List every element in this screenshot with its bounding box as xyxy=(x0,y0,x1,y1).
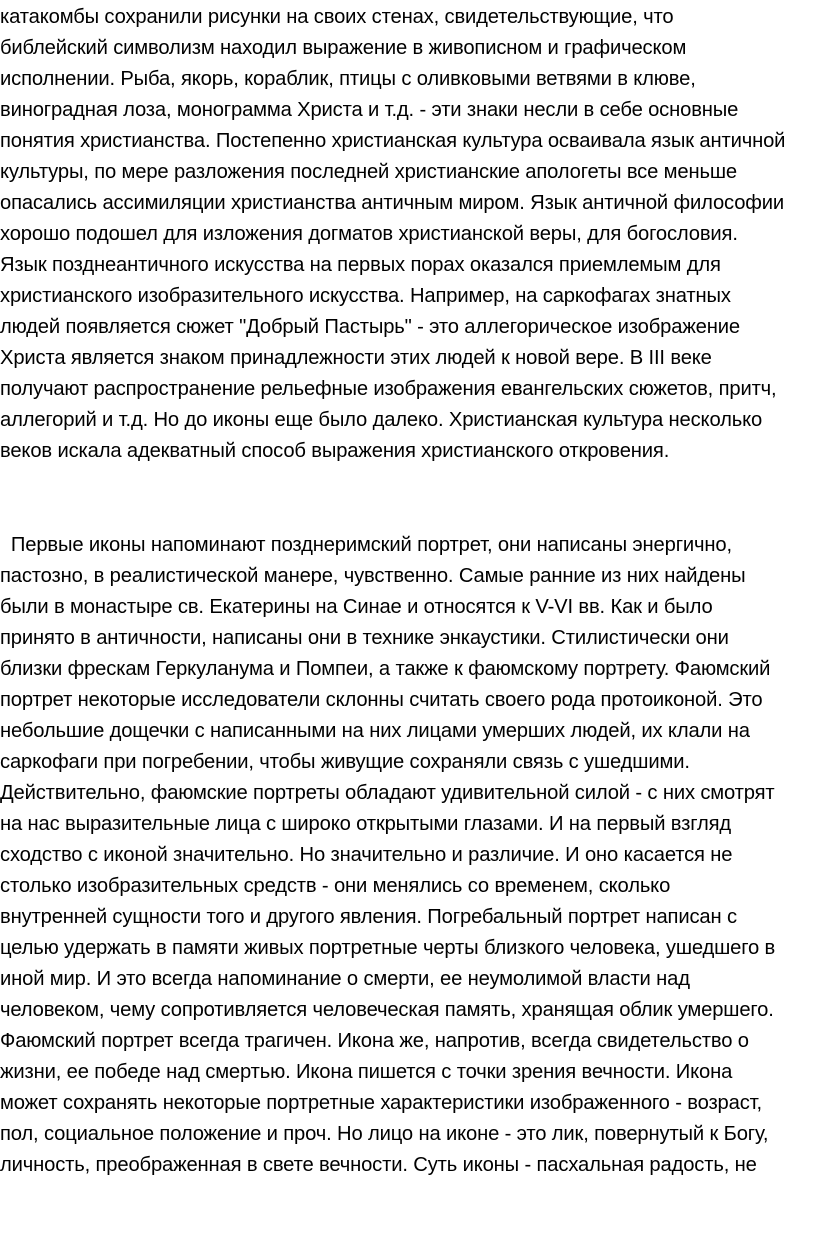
text-line: виноградная лоза, монограмма Христа и т.д. - эти знаки несли в себе основные xyxy=(0,99,739,121)
text-line: портрет некоторые исследователи склонны считать своего рода протоиконой. Это xyxy=(0,689,763,711)
text-line: столько изобразительных средств - они менялись со временем, сколько xyxy=(0,875,671,897)
text-line: понятия христианства. Постепенно христианская культура осваивала язык античной xyxy=(0,130,786,152)
text-line: веков искала адекватный способ выражения христианского откровения. xyxy=(0,440,670,462)
text-line: внутренней сущности того и другого явления. Погребальный портрет написан с xyxy=(0,906,737,928)
text-line: получают распространение рельефные изображения евангельских сюжетов, притч, xyxy=(0,378,777,400)
text-line: пастозно, в реалистической манере, чувственно. Самые ранние из них найдены xyxy=(0,565,746,587)
text-line: исполнении. Рыба, якорь, кораблик, птицы с оливковыми ветвями в клюве, xyxy=(0,68,696,90)
text-line: на нас выразительные лица с широко открытыми глазами. И на первый взгляд xyxy=(0,813,732,835)
text-line: Христа является знаком принадлежности этих людей к новой вере. В III веке xyxy=(0,347,712,369)
text-line: людей появляется сюжет "Добрый Пастырь" - это аллегорическое изображение xyxy=(0,316,740,338)
text-line: хорошо подошел для изложения догматов христианской веры, для богословия. xyxy=(0,223,738,245)
text-line: были в монастыре св. Екатерины на Синае и относятся к V-VI вв. Как и было xyxy=(0,596,713,618)
text-line: Действительно, фаюмские портреты обладают удивительной силой - с них смотрят xyxy=(0,782,775,804)
text-line: опасались ассимиляции христианства античным миром. Язык античной философии xyxy=(0,192,784,214)
text-line: пол, социальное положение и проч. Но лицо на иконе - это лик, повернутый к Богу, xyxy=(0,1123,769,1145)
text-line: личность, преображенная в свете вечности. Суть иконы - пасхальная радость, не xyxy=(0,1154,757,1176)
text-line: саркофаги при погребении, чтобы живущие сохраняли связь с ушедшими. xyxy=(0,751,690,773)
text-line: Фаюмский портрет всегда трагичен. Икона же, напротив, всегда свидетельство о xyxy=(0,1030,749,1052)
text-line: библейский символизм находил выражение в живописном и графическом xyxy=(0,37,687,59)
text-line: может сохранять некоторые портретные характеристики изображенного - возраст, xyxy=(0,1092,762,1114)
text-line: аллегорий и т.д. Но до иконы еще было далеко. Христианская культура несколько xyxy=(0,409,763,431)
text-line: христианского изобразительного искусства. Например, на саркофагах знатных xyxy=(0,285,731,307)
text-line: сходство с иконой значительно. Но значительно и различие. И оно касается не xyxy=(0,844,733,866)
text-line: близки фрескам Геркуланума и Помпеи, а также к фаюмскому портрету. Фаюмский xyxy=(0,658,771,680)
text-line: культуры, по мере разложения последней христианские апологеты все меньше xyxy=(0,161,737,183)
text-line: принято в античности, написаны они в технике энкаустики. Стилистически они xyxy=(0,627,729,649)
text-line: Язык позднеантичного искусства на первых порах оказался приемлемым для xyxy=(0,254,721,276)
text-line: человеком, чему сопротивляется человеческая память, хранящая облик умершего. xyxy=(0,999,774,1021)
text-line: небольшие дощечки с написанными на них лицами умерших людей, их клали на xyxy=(0,720,750,742)
text-line: жизни, ее победе над смертью. Икона пишется с точки зрения вечности. Икона xyxy=(0,1061,733,1083)
text-line: Первые иконы напоминают позднеримский портрет, они написаны энергично, xyxy=(0,534,732,556)
text-line: целью удержать в памяти живых портретные черты близкого человека, ушедшего в xyxy=(0,937,776,959)
text-line: иной мир. И это всегда напоминание о смерти, ее неумолимой власти над xyxy=(0,968,690,990)
text-line: катакомбы сохранили рисунки на своих стенах, свидетельствующие, что xyxy=(0,6,674,28)
